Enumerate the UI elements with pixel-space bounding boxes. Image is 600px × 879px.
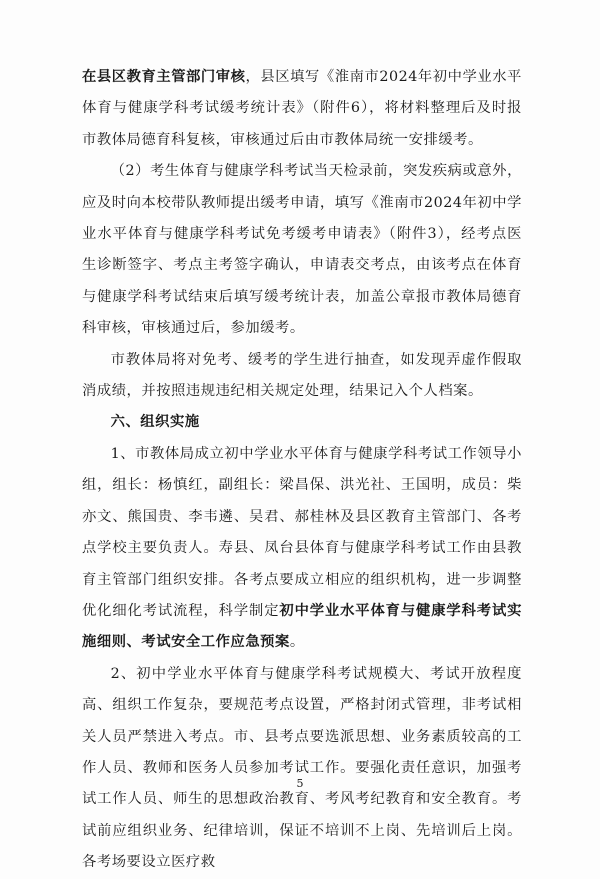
paragraph-2: （2）考生体育与健康学科考试当天检录前，突发疾病或意外，应及时向本校带队教师提出缓考申请，填写《淮南市2024年初中学业水平体育与健康学科考试免考缓考申请表》（附件3），经考点医生诊断签字、考点主考签字确认，申请表交考点，由该考点在体育与健康学科考试结束后填写缓考统计表，加盖公章报市教体局德育科审核，审核通过后，参加缓考。 [82,163,522,337]
paragraph-4-bold-tail: 初中学业水平体育与健康学科考试实施细则、考试安全工作应急预案 [82,602,522,651]
page-number: 5 [296,777,304,790]
document-body [82,62,522,879]
paragraph-4 [82,439,522,659]
paragraph-5: 2、初中学业水平体育与健康学科考试规模大、考试开放程度高、组织工作复杂，要规范考点设置，严格封闭式管理，非考试相关人员严禁进入考点。市、县考点要选派思想、业务素质较高的工作人员、教师和医务人员参加考试工作。要强化责任意识，加强考试工作人员、师生的思想政治教育、考风考纪教育和安全教育。考试前应组织业务、纪律培训，保证不培训不上岗、先培训后上岗。各考场要设立医疗救 [82,665,522,871]
paragraph-4-text: 1、市教体局成立初中学业水平体育与健康学科考试工作领导小组，组长：杨慎红，副组长：梁昌保、洪光社、王国明，成员：柴亦文、熊国贵、李韦遴、吴君、郝桂林及县区教育主管部门、各考点学校主要负责人。寿县、凤台县体育与健康学科考试工作由县教育主管部门组织安排。各考点要成立相应的组织机构，进一步调整优化细化考试流程，科学制定 [82,445,522,619]
paragraph-1-text: ，县区填写《淮南市2024年初中学业水平体育与健康学科考试缓考统计表》（附件6），将材料整理后及时报市教体局德育科复核，审核通过后由市教体局统一安排缓考。 [82,69,522,148]
paragraph-3: 市教体局将对免考、缓考的学生进行抽查，如发现弄虚作假取消成绩，并按照违规违纪相关规定处理，结果记入个人档案。 [82,351,522,400]
paragraph-1-bold-lead: 在县区教育主管部门审核 [82,69,246,85]
section-heading: 六、组织实施 [110,414,200,431]
paragraph-4-end: 。 [289,634,305,651]
paragraph-1 [82,62,522,156]
